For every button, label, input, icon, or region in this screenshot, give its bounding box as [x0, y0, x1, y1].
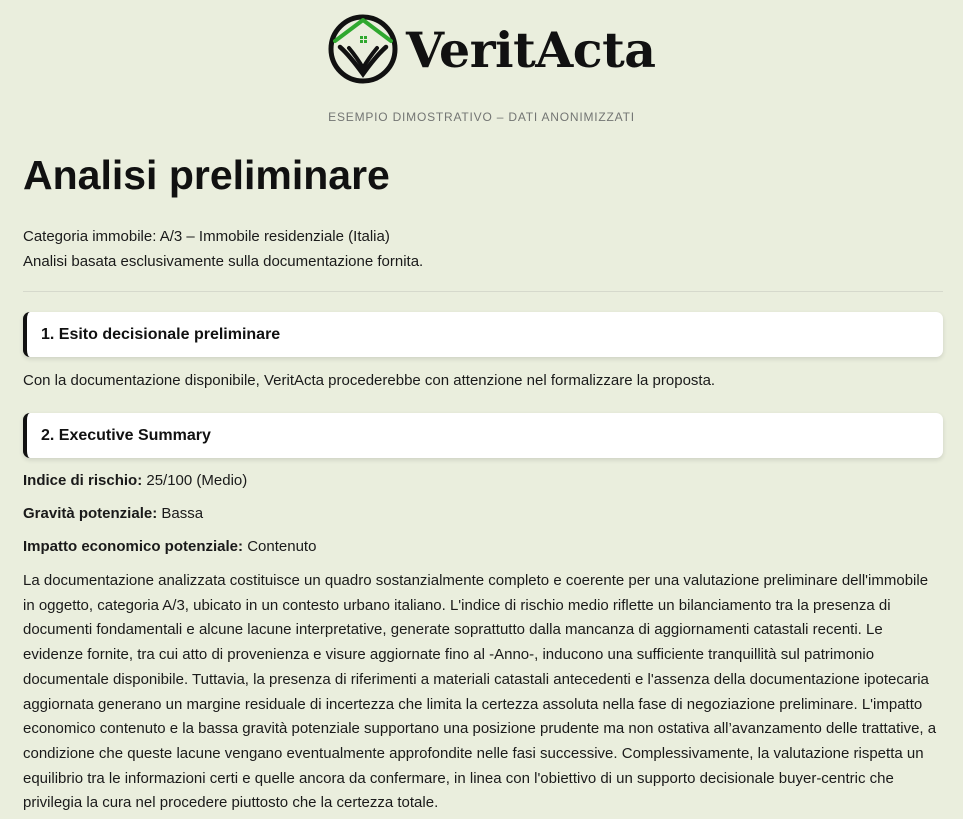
summary-line: equilibrio tra le informazioni certi e quelle ancora da confermare, in linea con l'obiettivo di un supporto decisionale buyer-centric che: [23, 769, 894, 787]
veritacta-logo-icon: [328, 14, 398, 84]
property-category: Categoria immobile: A/3 – Immobile residenziale (Italia): [23, 228, 390, 245]
section-header-esito: [23, 312, 943, 357]
summary-line: privilegia la cura nel procedere piuttosto che la certezza totale.: [23, 794, 439, 812]
demo-disclaimer: ESEMPIO DIMOSTRATIVO – DATI ANONIMIZZATI: [328, 110, 635, 124]
summary-line: economico contenuto e la bassa gravità potenziale supportano una posizione prudente ma non ostativa all’avanzamento delle trattative, a: [23, 720, 937, 738]
executive-summary-paragraph: [23, 569, 943, 816]
decision-outcome-text: Con la documentazione disponibile, VeritActa procederebbe con attenzione nel formalizzare la proposta.: [23, 372, 716, 389]
section-title: 1. Esito decisionale preliminare: [41, 326, 281, 343]
analysis-basis: Analisi basata esclusivamente sulla documentazione fornita.: [23, 253, 424, 270]
severity-value: Bassa: [161, 505, 204, 522]
summary-line: in oggetto, categoria A/3, ubicato in un contesto urbano italiano. L'indice di rischio medio riflette un bilanciamento tra la presenza di: [23, 596, 891, 614]
section-divider: [23, 291, 943, 292]
section-header-executive-summary: [23, 413, 943, 458]
economic-impact-value: Contenuto: [247, 538, 317, 555]
severity-row: [23, 504, 203, 524]
summary-line: documentale disponibile. Tuttavia, la presenza di riferimenti a materiali catastali antecedenti e l'assenza della documentazione ipotecaria: [23, 670, 929, 688]
severity-label: Gravità potenziale:: [23, 505, 158, 522]
summary-line: La documentazione analizzata costituisce un quadro sostanzialmente completo e coerente per una valutazione preliminare dell'immobile: [23, 572, 929, 589]
summary-line: documenti fondamentali e alcune lacune interpretative, generate soprattutto dalla mancanza di aggiornamenti catastali recenti. Le: [23, 621, 883, 639]
brand-name: VeritActa: [406, 21, 656, 79]
page-title: Analisi preliminare: [23, 152, 390, 198]
summary-line: condizione che queste lacune vengano eventualmente approfondite nelle fasi successive. Complessivamente, la valutazione rispetta un: [23, 744, 924, 762]
risk-index-row: [23, 471, 247, 491]
risk-index-label: Indice di rischio:: [23, 472, 143, 489]
summary-line: aggiornata generano un margine residuale di incertezza che limita la certezza assoluta nella fase di negoziazione preliminare. L'impatto: [23, 695, 923, 713]
economic-impact-row: [23, 537, 316, 557]
economic-impact-label: Impatto economico potenziale:: [23, 538, 244, 555]
report-header: [0, 12, 963, 92]
section-title: 2. Executive Summary: [41, 427, 211, 444]
risk-index-value: 25/100 (Medio): [146, 472, 248, 489]
report-meta: [23, 224, 423, 274]
summary-line: evidenze fornite, tra cui atto di provenienza e visure aggiornate fino al -Anno-, inducono una sufficiente tranquillità sul patrimonio: [23, 646, 875, 664]
